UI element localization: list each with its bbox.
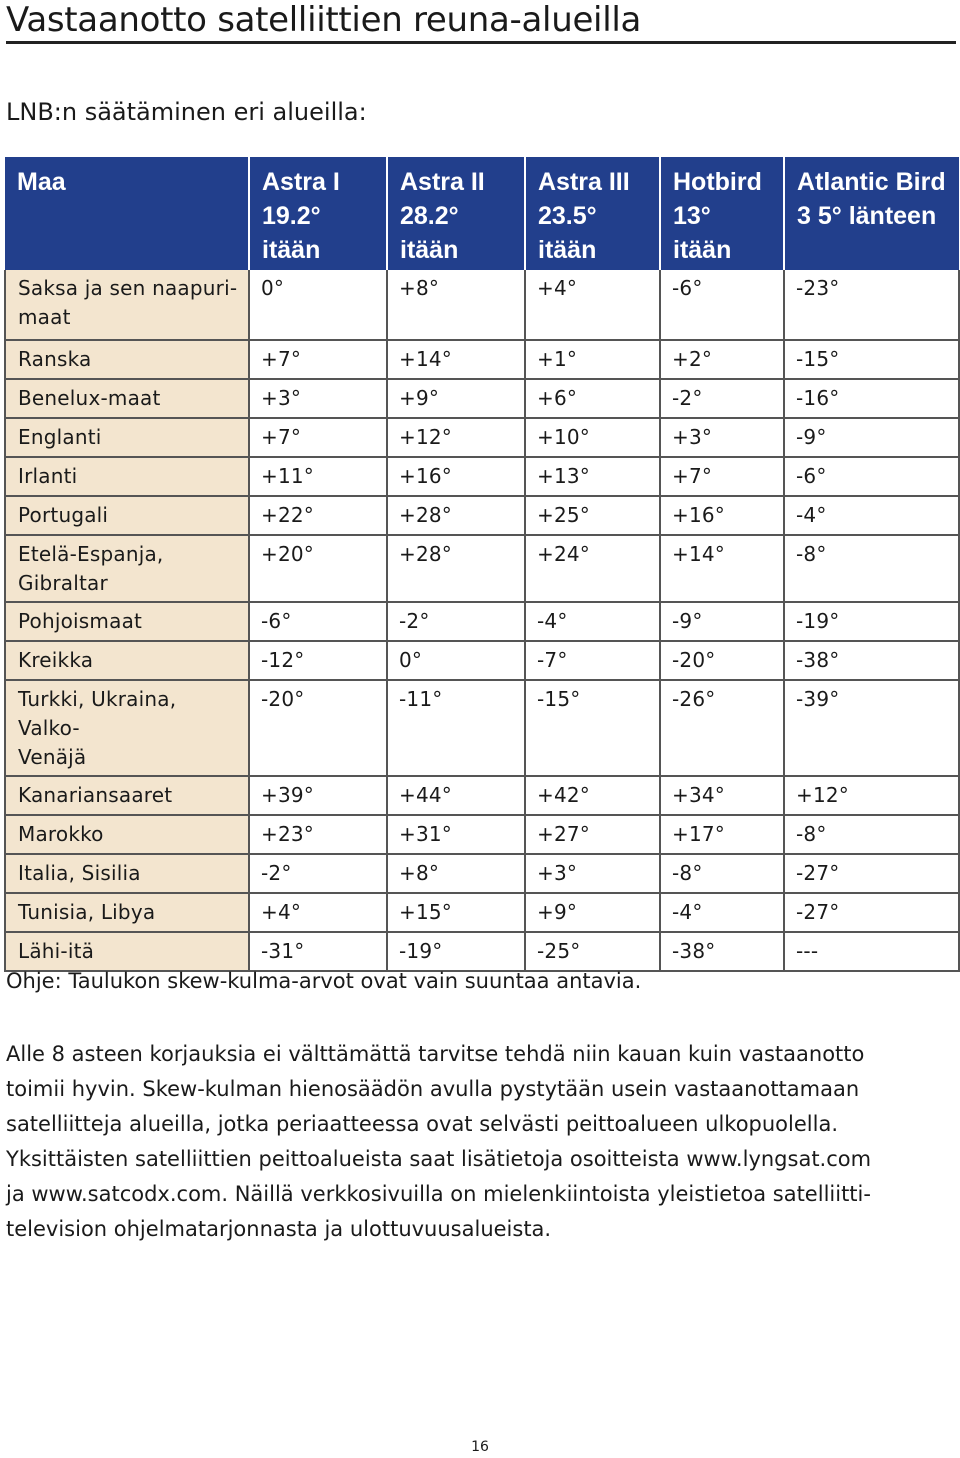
skew-value-cell: +9°	[387, 379, 525, 418]
skew-value-cell: +1°	[525, 340, 660, 379]
country-name-line: Lähi-itä	[18, 939, 95, 963]
column-header	[249, 157, 387, 270]
skew-value-cell: +10°	[525, 418, 660, 457]
column-header-line: 19.2°	[262, 202, 321, 230]
section-heading: LNB:n säätäminen eri alueilla:	[6, 98, 367, 126]
country-name-line: Portugali	[18, 503, 109, 527]
table-row	[5, 602, 959, 641]
skew-value-cell: -4°	[660, 893, 784, 932]
table-row	[5, 457, 959, 496]
column-header-line: itään	[673, 236, 732, 264]
skew-value-cell: +20°	[249, 535, 387, 602]
table-row	[5, 815, 959, 854]
country-cell	[5, 815, 249, 854]
skew-value-cell: 0°	[249, 270, 387, 340]
column-header-line: Hotbird	[673, 168, 762, 196]
column-header	[525, 157, 660, 270]
table-row	[5, 496, 959, 535]
country-cell	[5, 270, 249, 340]
column-header-line: Maa	[17, 168, 66, 196]
skew-value-cell: +3°	[525, 854, 660, 893]
table-row	[5, 379, 959, 418]
country-cell	[5, 535, 249, 602]
column-header-line: Atlantic Bird	[797, 168, 946, 196]
skew-value-cell: -9°	[660, 602, 784, 641]
page-title: Vastaanotto satelliittien reuna-alueilla	[6, 0, 956, 44]
skew-value-cell: -25°	[525, 932, 660, 971]
skew-value-cell: -26°	[660, 680, 784, 776]
skew-value-cell: -38°	[660, 932, 784, 971]
table-row	[5, 418, 959, 457]
country-name-line: Pohjoismaat	[18, 609, 143, 633]
country-cell	[5, 641, 249, 680]
column-header-line: 28.2°	[400, 202, 459, 230]
skew-value-cell: +42°	[525, 776, 660, 815]
skew-value-cell: -2°	[387, 602, 525, 641]
skew-value-cell: +34°	[660, 776, 784, 815]
column-header-line: 3 5° länteen	[797, 202, 937, 230]
skew-value-cell: +7°	[249, 418, 387, 457]
country-name-line: Etelä-Espanja, Gibraltar	[18, 542, 164, 595]
skew-value-cell: +25°	[525, 496, 660, 535]
info-paragraph	[6, 1037, 946, 1247]
column-header	[784, 157, 959, 270]
skew-value-cell: -7°	[525, 641, 660, 680]
skew-value-cell: -20°	[249, 680, 387, 776]
skew-value-cell: +7°	[660, 457, 784, 496]
country-name-line: Turkki, Ukraina, Valko-	[18, 687, 177, 740]
skew-value-cell: -16°	[784, 379, 959, 418]
country-cell	[5, 776, 249, 815]
skew-value-cell: +8°	[387, 854, 525, 893]
skew-value-cell: +9°	[525, 893, 660, 932]
skew-value-cell: +27°	[525, 815, 660, 854]
column-header-line: itään	[262, 236, 321, 264]
country-name-line: Italia, Sisilia	[18, 861, 141, 885]
country-name-line: maat	[18, 305, 71, 329]
skew-value-cell: +15°	[387, 893, 525, 932]
column-header	[387, 157, 525, 270]
skew-value-cell: +4°	[249, 893, 387, 932]
table-header	[5, 157, 959, 270]
skew-value-cell: ---	[784, 932, 959, 971]
skew-value-cell: -8°	[784, 535, 959, 602]
country-cell	[5, 680, 249, 776]
country-name-line: Saksa ja sen naapuri-	[18, 276, 238, 300]
table-row	[5, 854, 959, 893]
skew-value-cell: -6°	[249, 602, 387, 641]
skew-value-cell: +2°	[660, 340, 784, 379]
paragraph-line: Yksittäisten satelliittien peittoalueista saat lisätietoja osoitteista www.lyngsat.com	[6, 1147, 872, 1171]
paragraph-line: ja www.satcodx.com. Näillä verkkosivuilla on mielenkiintoista yleistietoa satelliitti-	[6, 1182, 871, 1206]
skew-value-cell: +31°	[387, 815, 525, 854]
country-name-line: Irlanti	[18, 464, 78, 488]
country-name-line: Kreikka	[18, 648, 94, 672]
column-header-line: 23.5°	[538, 202, 597, 230]
skew-value-cell: +14°	[387, 340, 525, 379]
skew-value-cell: -15°	[525, 680, 660, 776]
table-body	[5, 270, 959, 971]
country-name-line: Tunisia, Libya	[18, 900, 156, 924]
country-cell	[5, 379, 249, 418]
skew-value-cell: -2°	[249, 854, 387, 893]
skew-value-cell: +39°	[249, 776, 387, 815]
skew-value-cell: -38°	[784, 641, 959, 680]
paragraph-line: satelliitteja alueilla, jotka periaatteessa ovat selvästi peittoalueen ulkopuolella.	[6, 1112, 838, 1136]
skew-value-cell: +13°	[525, 457, 660, 496]
skew-value-cell: +12°	[784, 776, 959, 815]
skew-value-cell: -2°	[660, 379, 784, 418]
table-row	[5, 776, 959, 815]
country-name-line: Benelux-maat	[18, 386, 161, 410]
column-header-line: Astra III	[538, 168, 630, 196]
skew-value-cell: +28°	[387, 535, 525, 602]
skew-value-cell: -9°	[784, 418, 959, 457]
skew-value-cell: +28°	[387, 496, 525, 535]
skew-value-cell: +3°	[660, 418, 784, 457]
skew-value-cell: +7°	[249, 340, 387, 379]
column-header-line: Astra I	[262, 168, 340, 196]
country-name-line: Englanti	[18, 425, 102, 449]
skew-value-cell: +6°	[525, 379, 660, 418]
skew-value-cell: -31°	[249, 932, 387, 971]
country-cell	[5, 340, 249, 379]
skew-value-cell: -8°	[784, 815, 959, 854]
table-row	[5, 680, 959, 776]
skew-value-cell: +44°	[387, 776, 525, 815]
skew-value-cell: -4°	[784, 496, 959, 535]
skew-value-cell: -4°	[525, 602, 660, 641]
table-row	[5, 893, 959, 932]
country-cell	[5, 457, 249, 496]
skew-value-cell: +4°	[525, 270, 660, 340]
skew-value-cell: -19°	[387, 932, 525, 971]
skew-value-cell: -8°	[660, 854, 784, 893]
skew-value-cell: -12°	[249, 641, 387, 680]
header-row	[5, 157, 959, 270]
skew-value-cell: -11°	[387, 680, 525, 776]
skew-value-cell: +16°	[387, 457, 525, 496]
skew-value-cell: +17°	[660, 815, 784, 854]
skew-angle-table	[4, 157, 960, 972]
country-cell	[5, 496, 249, 535]
paragraph-line: television ohjelmatarjonnasta ja ulottuvuusalueista.	[6, 1217, 552, 1241]
country-cell	[5, 854, 249, 893]
skew-value-cell: +12°	[387, 418, 525, 457]
column-header-line: 13°	[673, 202, 711, 230]
country-cell	[5, 418, 249, 457]
skew-value-cell: -27°	[784, 893, 959, 932]
column-header-line: itään	[538, 236, 597, 264]
skew-value-cell: -6°	[784, 457, 959, 496]
table-row	[5, 270, 959, 340]
table-row	[5, 641, 959, 680]
column-header-line: Astra II	[400, 168, 485, 196]
skew-value-cell: 0°	[387, 641, 525, 680]
skew-value-cell: -27°	[784, 854, 959, 893]
skew-value-cell: -39°	[784, 680, 959, 776]
skew-value-cell: -15°	[784, 340, 959, 379]
skew-value-cell: +22°	[249, 496, 387, 535]
table-row	[5, 340, 959, 379]
page-number: 16	[471, 1439, 489, 1455]
skew-value-cell: +8°	[387, 270, 525, 340]
skew-value-cell: -23°	[784, 270, 959, 340]
column-header-line: itään	[400, 236, 459, 264]
country-name-line: Kanariansaaret	[18, 783, 173, 807]
paragraph-line: toimii hyvin. Skew-kulman hienosäädön avulla pystytään usein vastaanottamaan	[6, 1077, 860, 1101]
country-cell	[5, 602, 249, 641]
skew-value-cell: -6°	[660, 270, 784, 340]
country-name-line: Ranska	[18, 347, 92, 371]
country-cell	[5, 893, 249, 932]
skew-value-cell: +3°	[249, 379, 387, 418]
column-header	[660, 157, 784, 270]
skew-value-cell: -19°	[784, 602, 959, 641]
table-row	[5, 535, 959, 602]
country-name-line: Marokko	[18, 822, 104, 846]
skew-value-cell: -20°	[660, 641, 784, 680]
skew-value-cell: +14°	[660, 535, 784, 602]
paragraph-line: Alle 8 asteen korjauksia ei välttämättä tarvitse tehdä niin kauan kuin vastaanotto	[6, 1042, 865, 1066]
skew-value-cell: +11°	[249, 457, 387, 496]
column-header	[5, 157, 249, 270]
note-text: Ohje: Taulukon skew-kulma-arvot ovat vain suuntaa antavia.	[6, 969, 642, 993]
skew-value-cell: +24°	[525, 535, 660, 602]
skew-value-cell: +23°	[249, 815, 387, 854]
skew-value-cell: +16°	[660, 496, 784, 535]
country-name-line: Venäjä	[18, 745, 87, 769]
